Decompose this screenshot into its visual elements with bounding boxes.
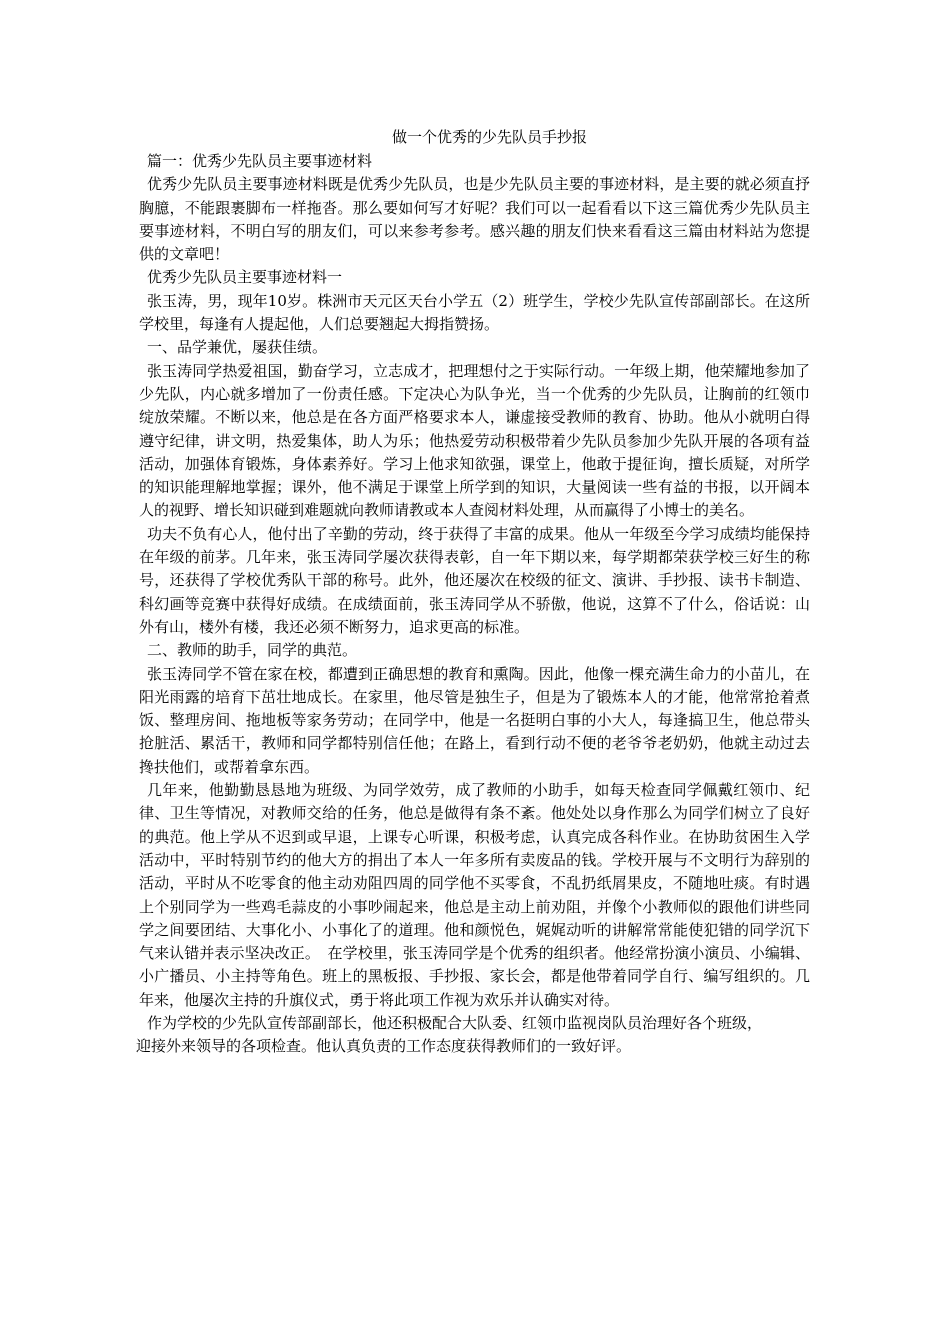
subsection-heading: 一、品学兼优，屡获佳绩。 xyxy=(147,338,328,357)
paragraph: 迎接外来领导的各项检查。他认真负责的工作态度获得教师们的一致好评。 xyxy=(136,1037,632,1056)
paragraph: 功夫不负有心人，他付出了辛勤的劳动，终于获得了丰富的成果。他从一年级至今学习成绩均能保持在年级的前茅。几年来，张玉涛同学屡次获得表彰，自一年下期以来，每学期都荣获学校三好生的称号，还获得了学校优秀队干部的称号。此外，他还屡次在校级的征文、演讲、手抄报、读书卡制造、科幻画等竞赛中获得好成绩。在成绩面前，张玉涛同学从不骄傲，他说，这算不了什么，俗话说：山外有山，楼外有楼，我还必须不断努力，追求更高的标准。 xyxy=(139,524,810,636)
paragraph: 张玉涛，男，现年10岁。株洲市天元区天台小学五（2）班学生，学校少先队宣传部副部长。在这所学校里，每逢有人提起他，人们总要翘起大拇指赞扬。 xyxy=(139,291,810,334)
document-page xyxy=(136,124,810,1059)
subsection-heading: 二、教师的助手，同学的典范。 xyxy=(147,641,358,660)
paragraph: 几年来，他勤勤恳恳地为班级、为同学效劳，成了教师的小助手，如每天检查同学佩戴红领巾、纪律、卫生等情况，对教师交给的任务，他总是做得有条不紊。他处处以身作那么为同学们树立了良好的典范。他上学从不迟到或早退，上课专心听课，积极考虑，认真完成各科作业。在协助贫困生入学活动中，平时特别节约的他大方的捐出了本人一年多所有卖废品的钱。学校开展与不文明行为辞别的活动，平时从不吃零食的他主动劝阻四周的同学他不买零食，不乱扔纸屑果皮，不随地吐痰。有时遇上个别同学为一些鸡毛蒜皮的小事吵闹起来，他总是主动上前劝阻，并像个小教师似的跟他们讲些同学之间要团结、大事化小、小事化了的道理。他和颜悦色，娓娓动听的讲解常常能使犯错的同学沉下气来认错并表示坚决改正。 在学校里，张玉涛同学是个优秀的组织者。他经常扮演小演员、小编辑、小广播员、小主持等角色。班上的黑板报、手抄报、家长会，都是他带着同学自行、编写组织的。几年来，他屡次主持的升旗仪式，勇于将此项工作视为欢乐并认确实对待。 xyxy=(139,781,810,1009)
section-heading: 篇一：优秀少先队员主要事迹材料 xyxy=(147,152,373,170)
paragraph: 张玉涛同学不管在家在校，都遭到正确思想的教育和熏陶。因此，他像一棵充满生命力的小苗儿，在阳光雨露的培育下茁壮地成长。在家里，他尽管是独生子，但是为了锻炼本人的才能，他常常抢着煮饭、整理房间、拖地板等家务劳动；在同学中，他是一名挺明白事的小大人，每逢搞卫生，他总带头抢脏活、累活干，教师和同学都特别信任他；在路上，看到行动不便的老爷爷老奶奶，他就主动过去搀扶他们，或帮着拿东西。 xyxy=(139,664,810,776)
paragraph: 优秀少先队员主要事迹材料既是优秀少先队员，也是少先队员主要的事迹材料，是主要的就必须直抒胸臆，不能跟裹脚布一样拖沓。那么要如何写才好呢？我们可以一起看看以下这三篇优秀少先队员主要事迹材料，不明白写的朋友们，可以来参考参考。感兴趣的朋友们快来看看这三篇由材料站为您提供的文章吧！ xyxy=(139,175,810,264)
paragraph: 作为学校的少先队宣传部副部长，他还积极配合大队委、红领巾监视岗队员治理好各个班级， xyxy=(147,1013,763,1032)
paragraph: 张玉涛同学热爱祖国，勤奋学习，立志成才，把理想付之于实际行动。一年级上期，他荣耀地参加了少先队，内心就多增加了一份责任感。下定决心为队争光，当一个优秀的少先队员，让胸前的红领巾绽放荣耀。不断以来，他总是在各方面严格要求本人，谦虚接受教师的教育、协助。他从小就明白得遵守纪律，讲文明，热爱集体，助人为乐；他热爱劳动积极带着少先队员参加少先队开展的各项有益活动，加强体育锻炼，身体素养好。学习上他求知欲强，课堂上，他敢于提征询，擅长质疑，对所学的知识能理解地掌握；课外，他不满足于课堂上所学到的知识，大量阅读一些有益的书报，以开阔本人的视野、增长知识碰到难题就向教师请教或本人查阅材料处理，从而赢得了小博士的美名。 xyxy=(139,361,810,520)
document-title: 做一个优秀的少先队员手抄报 xyxy=(391,128,587,146)
subsection-heading: 优秀少先队员主要事迹材料一 xyxy=(147,268,343,287)
